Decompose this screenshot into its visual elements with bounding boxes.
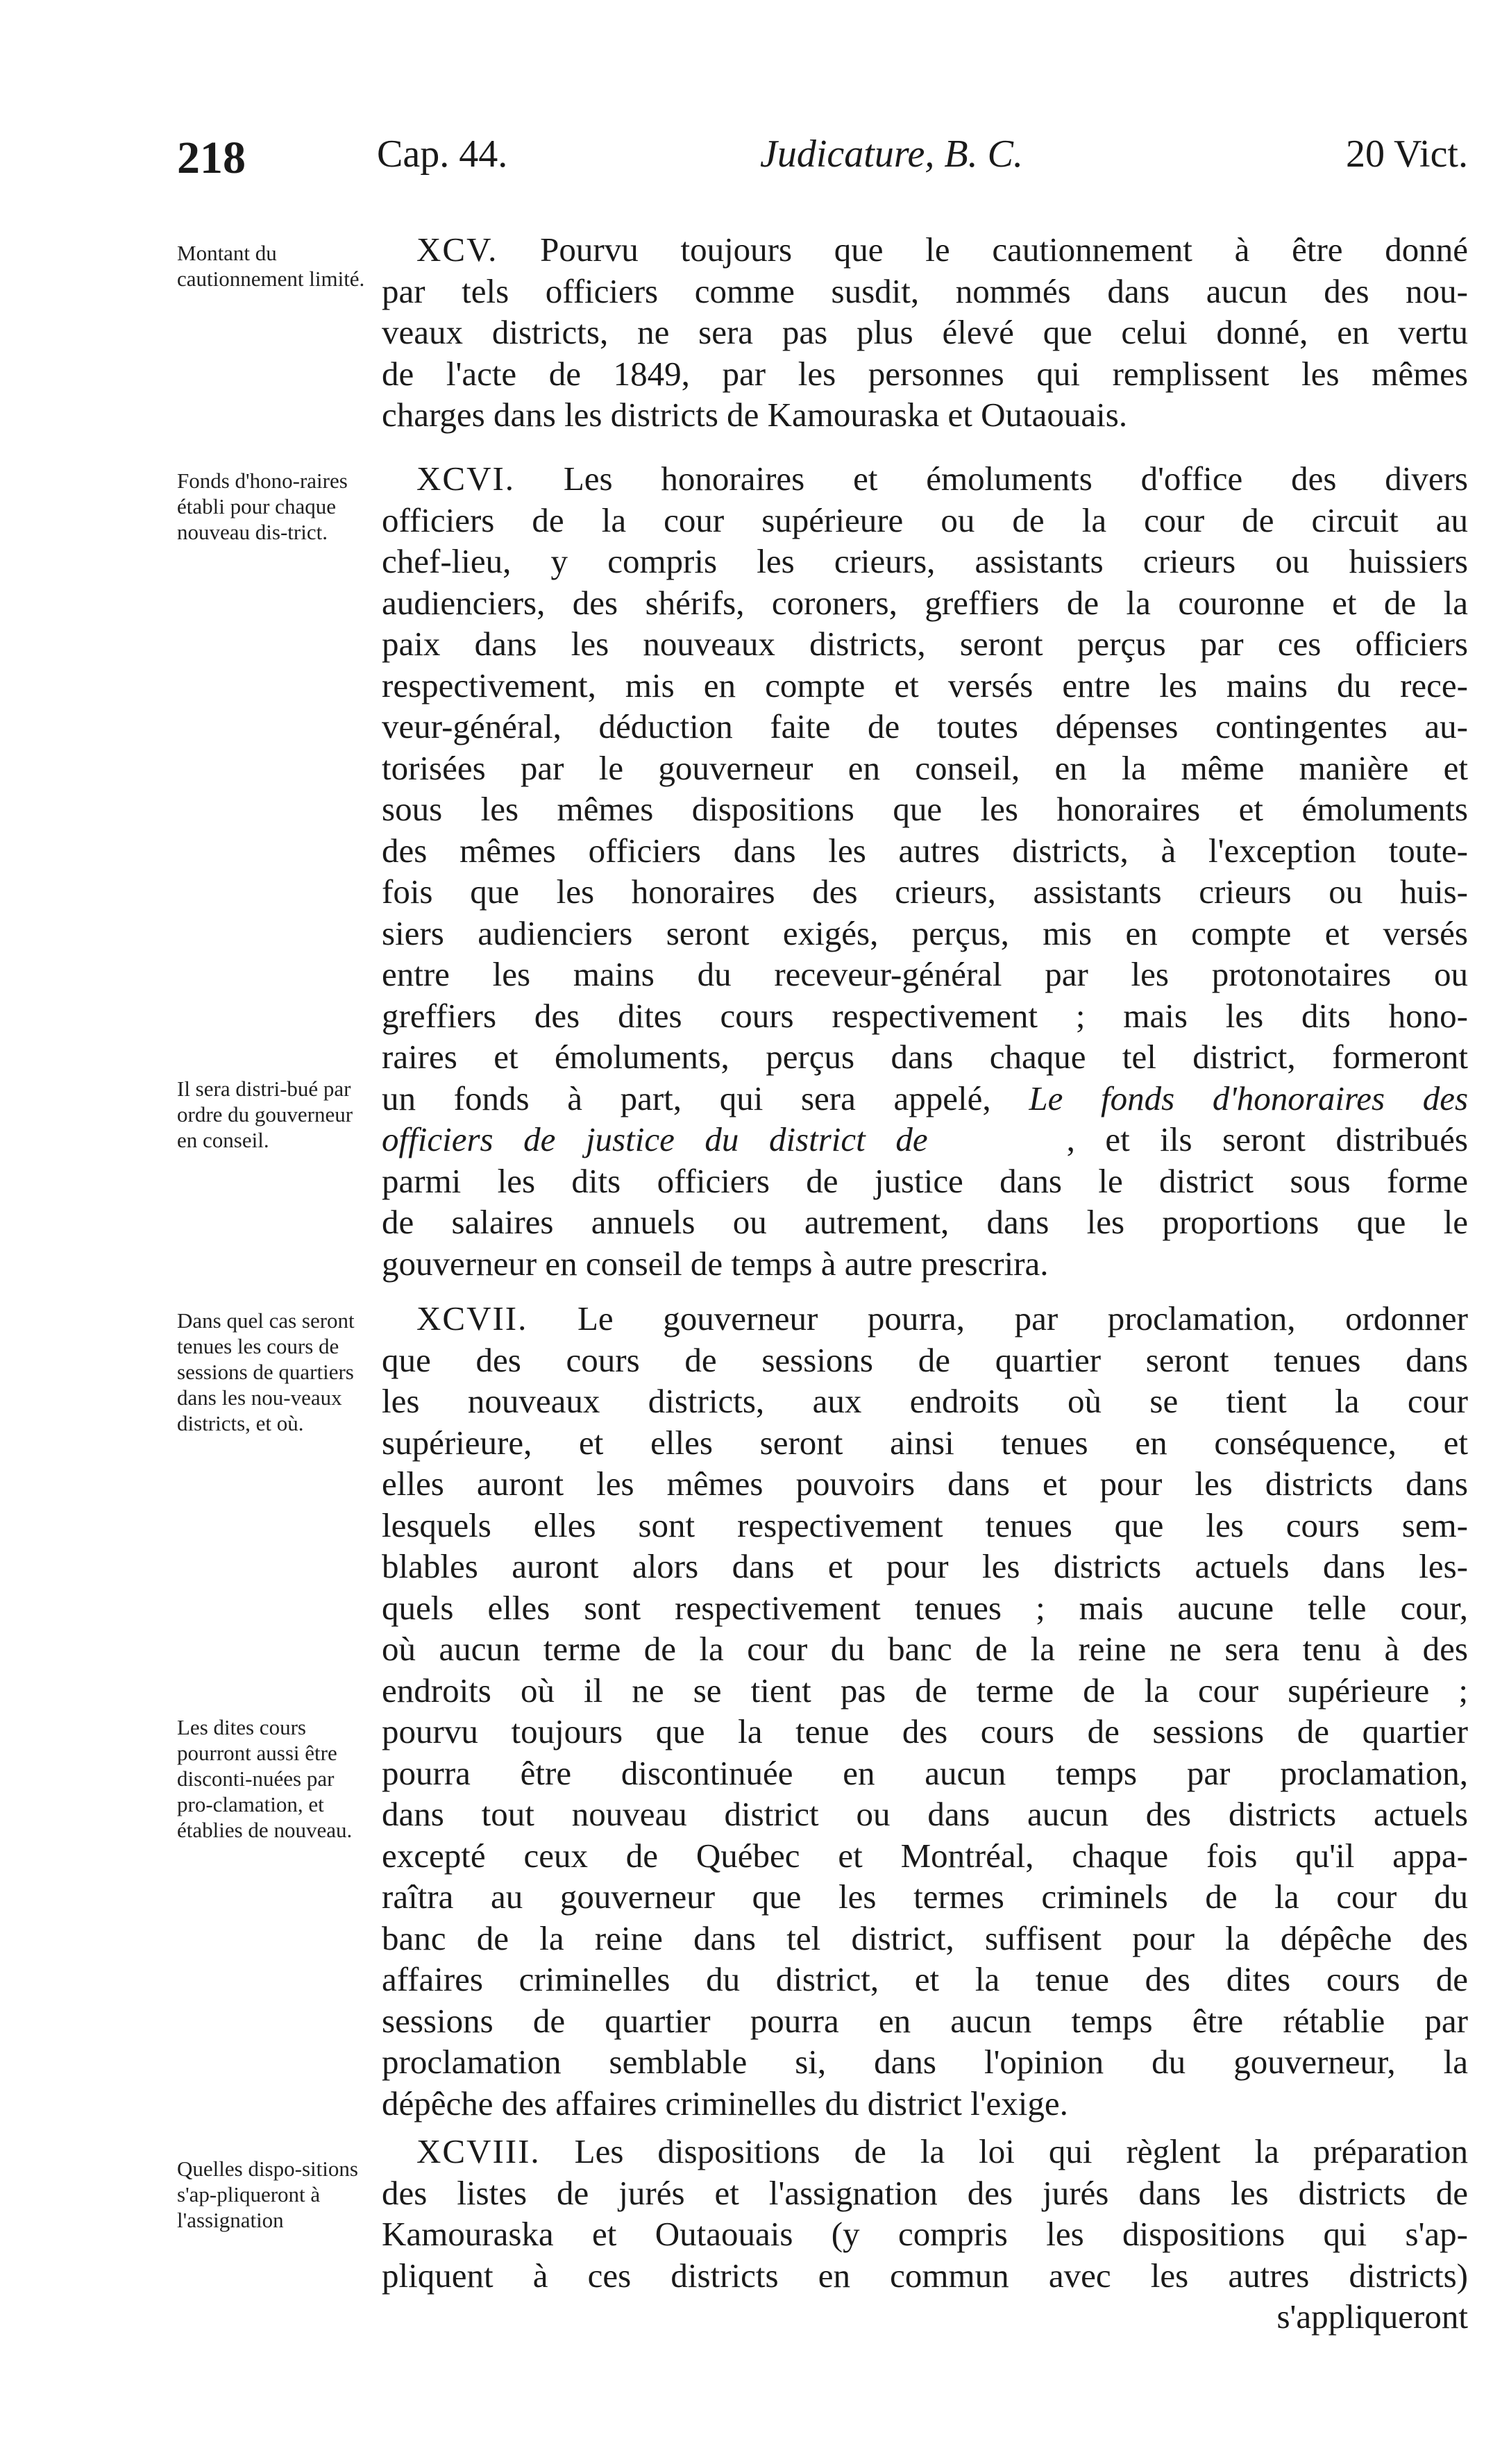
text-line: de l'acte de 1849, par les personnes qui remplissent les mêmes (382, 354, 1468, 393)
text-line: de salaires annuels ou autrement, dans les proportions que le (382, 1203, 1468, 1241)
text-line: blables auront alors dans et pour les districts actuels dans les- (382, 1547, 1468, 1585)
text-line: XCVIII. Les dispositions de la loi qui règlent la préparation (416, 2132, 1469, 2170)
text-line: que des cours de sessions de quartier seront tenues dans (382, 1340, 1468, 1379)
section-body (382, 229, 1468, 436)
margin-note-secondary: Les dites cours pourront aussi être disconti-nuées par pro-clamation, et établies de nouveau. (177, 1715, 353, 1842)
margin-note: Montant du cautionnement limité. (177, 241, 365, 291)
margin-note-secondary: Il sera distri-bué par ordre du gouverneur en conseil. (177, 1077, 353, 1152)
text-line: respectivement, mis en compte et versés entre les mains du rece- (382, 666, 1468, 704)
text-line: supérieure, et elles seront ainsi tenues en conséquence, et (382, 1423, 1468, 1462)
text-line: entre les mains du receveur-général par les protonotaires ou (382, 955, 1468, 993)
text-line: pliquent à ces districts en commun avec les autres districts) (382, 2256, 1468, 2295)
text-line: paix dans les nouveaux districts, seront perçus par ces officiers (382, 625, 1468, 663)
text-line: les nouveaux districts, aux endroits où se tient la cour (382, 1382, 1468, 1420)
regnal-year: 20 Vict. (1345, 133, 1468, 176)
text-line: des mêmes officiers dans les autres districts, à l'exception toute- (382, 831, 1468, 870)
text-line: siers audienciers seront exigés, perçus, mis en compte et versés (382, 913, 1468, 952)
text-line: veur-général, déduction faite de toutes dépenses contingentes au- (382, 707, 1468, 745)
section-numeral: XCVI. (416, 459, 516, 498)
text-line: sous les mêmes dispositions que les honoraires et émoluments (382, 790, 1468, 828)
text-line: chef-lieu, y compris les crieurs, assistants crieurs ou huissiers (382, 542, 1468, 580)
section-body (382, 2131, 1468, 2338)
text-line: raires et émoluments, perçus dans chaque tel district, formeront (382, 1038, 1468, 1076)
text-line: greffiers des dites cours respectivement ; mais les dits hono- (382, 996, 1468, 1035)
section-numeral: XCV. (416, 230, 498, 269)
section-body (382, 1298, 1468, 2124)
text-line: audienciers, des shérifs, coroners, greffiers de la couronne et de la (382, 583, 1468, 622)
text-line: lesquels elles sont respectivement tenues que les cours sem- (382, 1505, 1468, 1544)
text-line: Kamouraska et Outaouais (y compris les dispositions qui s'ap- (382, 2215, 1468, 2253)
text-line: raîtra au gouverneur que les termes criminels de la cour du (382, 1877, 1468, 1916)
text-line: des listes de jurés et l'assignation des jurés dans les districts de (382, 2173, 1468, 2212)
text-line: quels elles sont respectivement tenues ; mais aucune telle cour, (382, 1588, 1468, 1627)
text-line: elles auront les mêmes pouvoirs dans et pour les districts dans (382, 1465, 1468, 1503)
running-header (177, 132, 1468, 194)
section-numeral: XCVII. (416, 1299, 528, 1338)
text-line: XCVI. Les honoraires et émoluments d'office des divers (416, 459, 1469, 498)
text-line: affaires criminelles du district, et la tenue des dites cours de (382, 1960, 1468, 1998)
margin-note: Fonds d'hono-raires établi pour chaque nouveau dis-trict. (177, 469, 348, 544)
text-line: XCV. Pourvu toujours que le cautionnement à être donné (416, 230, 1469, 269)
text-line: pourra être discontinuée en aucun temps par proclamation, (382, 1753, 1468, 1792)
text-line: par tels officiers comme susdit, nommés dans aucun des nou- (382, 271, 1468, 310)
text-line: veaux districts, ne sera pas plus élevé que celui donné, en vertu (382, 313, 1468, 351)
margin-note: Dans quel cas seront tenues les cours de sessions de quartiers dans les nou-veaux districts, et où. (177, 1308, 355, 1435)
text-line: banc de la reine dans tel district, suffisent pour la dépêche des (382, 1918, 1468, 1957)
page-number: 218 (177, 133, 246, 183)
text-line: XCVII. Le gouverneur pourra, par proclamation, ordonner (416, 1299, 1469, 1338)
text-line: dans tout nouveau district ou dans aucun des districts actuels (382, 1795, 1468, 1833)
section-numeral: XCVIII. (416, 2132, 541, 2170)
text-line: excepté ceux de Québec et Montréal, chaque fois qu'il appa- (382, 1836, 1468, 1875)
fund-name-italic: Le fonds d'honoraires des (1029, 1079, 1469, 1117)
text-line: torisées par le gouverneur en conseil, en la même manière et (382, 748, 1468, 787)
text-line: pourvu toujours que la tenue des cours de sessions de quartier (382, 1712, 1468, 1750)
text-line: où aucun terme de la cour du banc de la reine ne sera tenu à des (382, 1630, 1468, 1668)
text-line: un fonds à part, qui sera appelé, Le fonds d'honoraires des (382, 1079, 1469, 1117)
text-line: sessions de quartier pourra en aucun temps être rétablie par (382, 2001, 1468, 2040)
text-line: officiers de la cour supérieure ou de la cour de circuit au (382, 500, 1468, 539)
chapter-label: Cap. 44. (377, 133, 508, 176)
text-line: fois que les honoraires des crieurs, assistants crieurs ou huis- (382, 872, 1468, 911)
text-line: officiers de justice du district de , et ils seront distribués (382, 1120, 1468, 1158)
text-line: charges dans les districts de Kamouraska et Outaouais. (382, 396, 1128, 434)
text-line: endroits où il ne se tient pas de terme de la cour supérieure ; (382, 1671, 1468, 1710)
text-line: dépêche des affaires criminelles du district l'exige. (382, 2084, 1068, 2123)
fund-name-italic: officiers de justice du district de (382, 1120, 928, 1158)
text-line: parmi les dits officiers de justice dans le district sous forme (382, 1161, 1468, 1200)
section-body (382, 458, 1468, 1284)
text-line: gouverneur en conseil de temps à autre prescrira. (382, 1244, 1049, 1283)
text-line: proclamation semblable si, dans l'opinion du gouverneur, la (382, 2043, 1468, 2081)
running-title: Judicature, B. C. (760, 133, 1023, 176)
margin-note: Quelles dispo-sitions s'ap-pliqueront à l'assignation (177, 2157, 358, 2232)
catchword: s'appliqueront (1276, 2297, 1468, 2336)
